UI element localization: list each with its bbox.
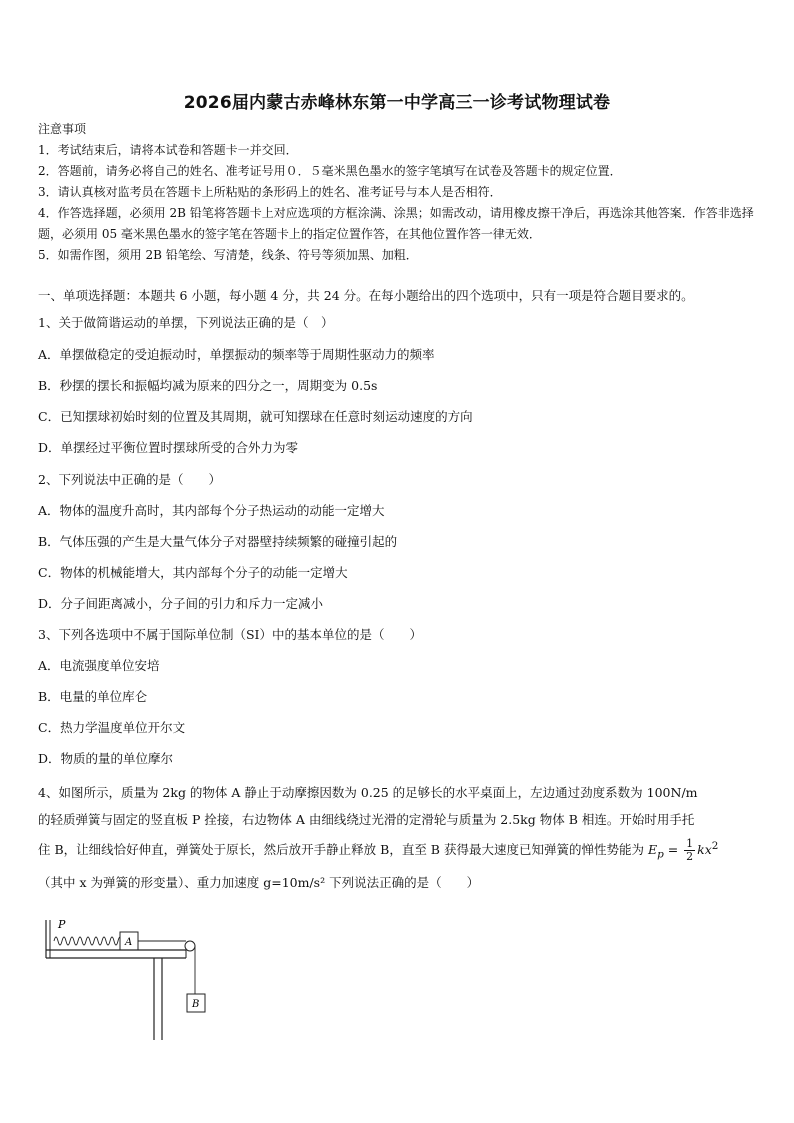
plate-label: P — [58, 918, 66, 931]
question-option: D．物质的量的单位摩尔 — [38, 751, 174, 766]
q4-line: 4、如图所示，质量为 2kg 的物体 A 静止于动摩擦因数为 0.25 的足够长的水平桌面上，左边通过劲度系数为 100N/m — [38, 785, 698, 800]
q4-line-with-formula — [38, 833, 760, 869]
note-item: 3．请认真核对监考员在答题卡上所粘贴的条形码上的姓名、准考证号与本人是否相符． — [38, 185, 502, 199]
formula-superscript: 2 — [711, 840, 719, 852]
section-heading: 一、单项选择题：本题共 6 小题，每小题 4 分，共 24 分。在每小题给出的四个选项中，只有一项是符合题目要求的。 — [38, 288, 694, 303]
q4-line: （其中 x 为弹簧的形变量）、重力加速度 g=10m/s² 下列说法正确的是（ ） — [38, 874, 480, 890]
q4-line-text: 住 B，让细线恰好伸直，弹簧处于原长，然后放开手静止释放 B，直至 B 获得最大速度已知弹簧的惮性势能为 — [38, 842, 644, 858]
question-stem: 1、关于做简谐运动的单摆，下列说法正确的是（ ） — [38, 315, 334, 330]
spring-pulley-figure — [40, 912, 220, 1042]
page-title: 2026届内蒙古赤峰林东第一中学高三一诊考试物理试卷 — [183, 93, 611, 113]
question-option: B．电量的单位库仑 — [38, 689, 148, 704]
question-option: C．已知摆球初始时刻的位置及其周期，就可知摆球在任意时刻运动速度的方向 — [38, 409, 473, 424]
question-option: D．分子间距离减小，分子间的引力和斥力一定减小 — [38, 596, 324, 611]
note-item: 5．如需作图，须用 2B 铅笔绘、写清楚，线条、符号等须加黑、加粗． — [38, 248, 418, 262]
question-4 — [38, 779, 760, 896]
pulley — [185, 941, 195, 951]
notes-list — [38, 140, 760, 266]
question-option: D．单摆经过平衡位置时摆球所受的合外力为零 — [38, 440, 299, 455]
fraction-denominator: 2 — [686, 850, 694, 864]
block-b-label: B — [192, 999, 200, 1010]
question-option: C．物体的机械能增大，其内部每个分子的动能一定增大 — [38, 565, 348, 580]
question-option: A．物体的温度升高时，其内部每个分子热运动的动能一定增大 — [38, 503, 385, 518]
note-item: 4．作答选择题，必须用 2B 铅笔将答题卡上对应选项的方框涂满、涂黑；如需改动，请用橡皮擦干净后，再选涂其他答案．作答非选择题，必须用 05 毫米黑色墨水的签字笔在答题卡上的指定位置作答，在其他位置作答一律无效． — [38, 206, 754, 241]
fraction-numerator: 1 — [686, 837, 694, 851]
formula-subscript: p — [657, 848, 664, 861]
question-stem: 3、下列各选项中不属于国际单位制（SI）中的基本单位的是（ ） — [38, 627, 422, 642]
q4-line: 的轻质弹簧与固定的竖直板 P 拴接，右边物体 A 由细线绕过光滑的定滑轮与质量为 2.5kg 物体 B 相连。开始时用手托 — [38, 812, 695, 827]
formula-symbol: E — [647, 842, 658, 858]
note-item: 1．考试结束后，请将本试卷和答题卡一并交回． — [38, 143, 298, 157]
formula-equals: = — [663, 842, 683, 858]
formula-fraction — [684, 838, 695, 863]
spring — [54, 937, 130, 945]
note-item: 2．答题前，请务必将自己的姓名、准考证号用０．５毫米黑色墨水的签字笔填写在试卷及答题卡的规定位置． — [38, 164, 622, 178]
block-a-label: A — [125, 937, 133, 948]
question-option: A．单摆做稳定的受迫振动时，单摆振动的频率等于周期性驱动力的频率 — [38, 347, 435, 362]
energy-formula — [647, 837, 719, 864]
question-option: B．气体压强的产生是大量气体分子对器壁持续频繁的碰撞引起的 — [38, 534, 398, 549]
notes-heading: 注意事项 — [38, 122, 87, 136]
question-option: C．热力学温度单位开尔文 — [38, 720, 186, 735]
question-option: B．秒摆的摆长和振幅均减为原来的四分之一，周期变为 0.5s — [38, 378, 378, 393]
question-option: A．电流强度单位安培 — [38, 658, 160, 673]
formula-term: kx — [697, 842, 712, 858]
question-stem: 2、下列说法中正确的是（ ） — [38, 472, 221, 487]
